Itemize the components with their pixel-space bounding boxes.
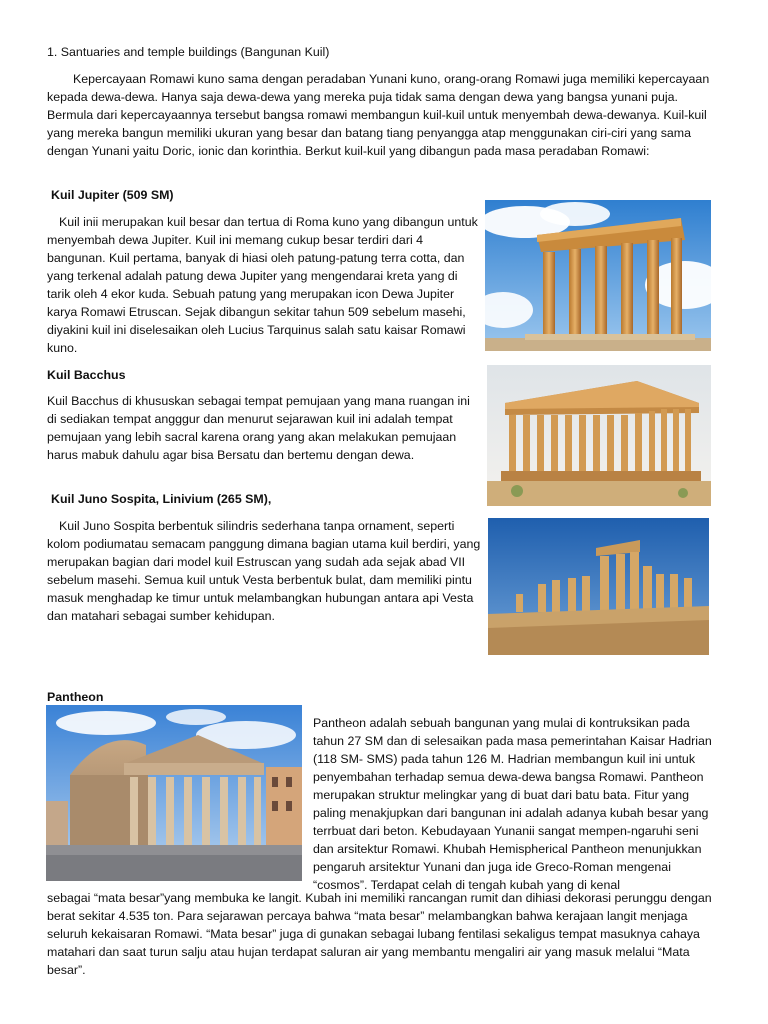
pantheon-text-side: Pantheon adalah sebuah bangunan yang mulai di kontruksikan pada tahun 27 SM dan di selesaikan pada masa pemerintahan Kaisar Hadrian (118 SM- SMS) pada tahun 126 M. Hadrian membangun kuil ini untuk penyembahan terhadap semua dewa-dewa bangsa Romawi. Pantheon merupakan struktur melingkar yang di buat dari batu bata. Fitur yang paling menakjupkan dari bangunan ini adalah adanya kubah besar yang terrbuat dari beton. Kebudayaan Yunanii sangat mempen-ngaruhi seni dan arsitektur Romawi. Khubah Hemispherical Pantheon menunjukkan pengaruh arsitektur Yunani dan juga ide Greco-Roman mengenai “cosmos”. Terdapat celah di tengah kubah yang di kenal <box>313 716 712 892</box>
jupiter-text: Kuil inii merupakan kuil besar dan tertua di Roma kuno yang dibangun untuk menyembah dewa Jupiter. Kuil ini memang cukup besar terdiri dari 4 bangunan. Kuil pertama, banyak di hiasi oleh patung-patung terra cotta, dan yang terkenal adalah patung dewa Jupiter yang mengendarai kreta yang di tarik oleh 4 ekor kuda. Sebuah patung yang merupakan icon Dewa Jupiter karya Romawi Etruscan. Sejak dibangun sekitar tahun 509 sebelum masehi, diyakini kuil ini diselesaikan oleh Lucius Tarquinus salah satu kaisar Romawi kuno. <box>47 215 478 355</box>
bacchus-title: Kuil Bacchus <box>47 368 126 382</box>
bacchus-temple-image <box>487 365 711 506</box>
juno-temple-image <box>488 518 709 655</box>
jupiter-title: Kuil Jupiter (509 SM) <box>51 188 174 202</box>
bacchus-text: Kuil Bacchus di khususkan sebagai tempat pemujaan yang mana ruangan ini di sediakan tempat angggur dan menurut sejarawan kuil ini adalah tempat pemujaan yang lebih sacral karena orang yang akan melakukan pemujaan harus mabuk dahulu agar bisa Bersatu dan bertemu dengan dewa. <box>47 394 470 462</box>
pantheon-image <box>46 705 302 881</box>
pantheon-text-full: sebagai “mata besar”yang membuka ke langit. Kubah ini memiliki rancangan rumit dan dihiasi dekorasi perunggu dengan berat sekitar 4.535 ton. Para sejarawan percaya bahwa “mata besar” melambangkan bahwa kerajaan langit menjaga seluruh kekaisaran Romawi. “Mata besar” juga di gunakan sebagai lubang fentilasi sekaligus tempat masuknya cahaya matahari dan saat turun salju atau hujan terdapat saluran air yang membantu mengaliri air yang masuk melalui “Mata besar”. <box>47 891 712 977</box>
section-heading: 1. Santuaries and temple buildings (Bangunan Kuil) <box>47 45 330 59</box>
jupiter-temple-image <box>485 200 711 351</box>
juno-text: Kuil Juno Sospita berbentuk silindris sederhana tanpa ornament, seperti kolom podiumatau semacam panggung dimana bagian utama kuil berdiri, yang merupakan bagian dari model kuil Estruscan yang sudah ada sejak abad VII sebelum masehi. Semua kuil untuk Vesta berbentuk bulat, dam memiliki pintu masuk menghadap ke timur untuk melambangkan hubungan antara api Vesta dan matahari sebagai sumber kehidupan. <box>47 519 481 623</box>
pantheon-title: Pantheon <box>47 690 104 704</box>
intro-paragraph: Kepercayaan Romawi kuno sama dengan peradaban Yunani kuno, orang-orang Romawi juga memiliki kepercayaan kepada dewa-dewa. Hanya saja dewa-dewa yang mereka puja tidak sama dengan dewa yang bangsa yunani puja. Bermula dari kepercayaannya tersebut bangsa romawi membangun kuil-kuil untuk menyembah dewa-dewanya. Kuil-kuil yang mereka bangun memiliki ukuran yang besar dan batang tiang penyangga atap menggunakan ciri-ciri yang sama dengan Yunani yaitu Doric, ionic dan korinthia. Berkut kuil-kuil yang dibangun pada masa peradaban Romawi: <box>47 72 710 158</box>
juno-title: Kuil Juno Sospita, Linivium (265 SM), <box>51 492 272 506</box>
